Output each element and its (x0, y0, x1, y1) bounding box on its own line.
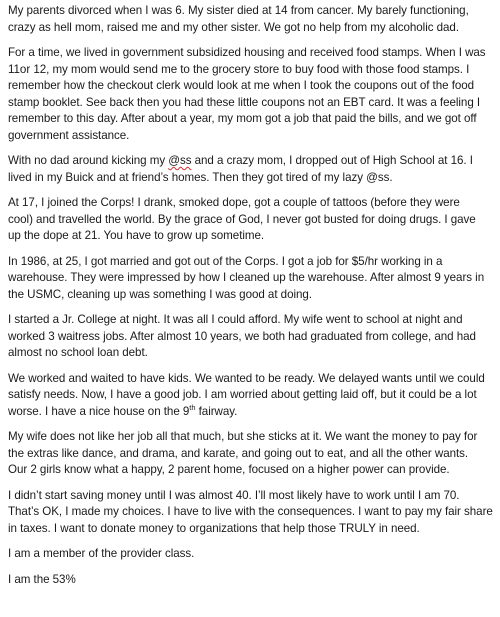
text-line: lived in my Buick and at friend’s homes. Then they got tired of my lazy @ss. (8, 170, 393, 184)
text-line: remember to this day. After about a year, my mom got a job that paid the bills, and we got off (8, 112, 477, 125)
text-line: worked 3 waitress jobs. After almost 10 years, we both had graduated from college, and had (8, 329, 476, 343)
paragraph-8 (8, 429, 492, 479)
text-line: Our 2 girls know what a happy, 2 parent home, focused on a higher power can provide. (8, 463, 450, 476)
text-line: That’s OK, I made my choices. I have to live with the consequences. I want to pay my fair share (8, 505, 493, 518)
paragraph-9 (8, 488, 492, 538)
text-line: remember how the checkout clerk would look at me when I took the coupons out of the food (8, 79, 475, 92)
paragraph-2 (8, 45, 492, 144)
text-line: My wife does not like her job all that much, but she sticks at it. We want the money to pay for (8, 430, 478, 443)
text-line: We worked and waited to have kids. We wanted to be ready. We delayed wants until we could (8, 371, 485, 385)
text-segment: and a crazy mom, I dropped out of High School at 16. I (191, 154, 473, 167)
ordinal-superscript: th (189, 402, 196, 412)
text-line: I didn’t start saving money until I was almost 40. I’ll most likely have to work until I am 70. (8, 488, 460, 502)
text-segment: fairway. (195, 404, 238, 418)
paragraph-10 (8, 546, 492, 563)
paragraph-3 (8, 153, 492, 186)
text-line: the extras like dance, and drama, and karate, and going out to eat, and all the other wants. (8, 446, 469, 460)
text-line: crazy as hell mom, raised me and my other sister. We got no help from my alcoholic dad. (8, 20, 460, 34)
paragraph-6 (8, 312, 492, 362)
text-line: 11or 12, my mom would send me to the grocery store to buy food with those food stamps. I (8, 62, 470, 76)
text-line: the USMC, cleaning up was something I was good at doing. (8, 287, 312, 301)
spellcheck-flagged-word: @ss (168, 154, 192, 167)
text-line: in taxes. I want to donate money to organizations that help those TRULY in need. (8, 521, 420, 535)
text-line: stamp booklet. See back then you had these little coupons not an EBT card. It was a feeling I (8, 95, 481, 109)
text-line: cool) and travelled the world. By the grace of God, I never got busted for doing drugs. I gave (8, 212, 476, 226)
text-line: My parents divorced when I was 6. My sister died at 14 from cancer. My barely functioning, (8, 4, 469, 17)
text-segment: With no dad around kicking my (8, 154, 169, 167)
text-line: For a time, we lived in government subsidized housing and received food stamps. When I was (8, 46, 486, 59)
paragraph-7 (8, 371, 492, 421)
text-line: satisfy needs. Now, I have a good job. I am worried about getting laid off, but it could be a lot (8, 388, 477, 401)
text-line: In 1986, at 25, I got married and got out of the Corps. I got a job for $5/hr working in a (8, 254, 443, 268)
text-line-with-spellcheck (8, 153, 492, 170)
paragraph-1 (8, 3, 492, 36)
text-line: I am a member of the provider class. (8, 547, 195, 560)
text-line: I am the 53% (8, 572, 76, 586)
text-line: almost no school loan debt. (8, 346, 148, 359)
text-line: I started a Jr. College at night. It was all I could afford. My wife went to school at night and (8, 313, 463, 326)
text-line: At 17, I joined the Corps! I drank, smoked dope, got a couple of tattoos (before they were (8, 196, 460, 209)
paragraph-11 (8, 572, 492, 589)
text-line: government assistance. (8, 128, 130, 142)
paragraph-5 (8, 254, 492, 304)
text-segment: worse. I have a nice house on the 9 (8, 404, 190, 418)
text-line-with-superscript (8, 404, 492, 421)
text-line: warehouse. They were impressed by how I cleaned up the warehouse. After almost 9 years in (8, 271, 485, 284)
paragraph-4 (8, 195, 492, 245)
text-line: up the dope at 21. You have to grow up sometime. (8, 229, 265, 242)
